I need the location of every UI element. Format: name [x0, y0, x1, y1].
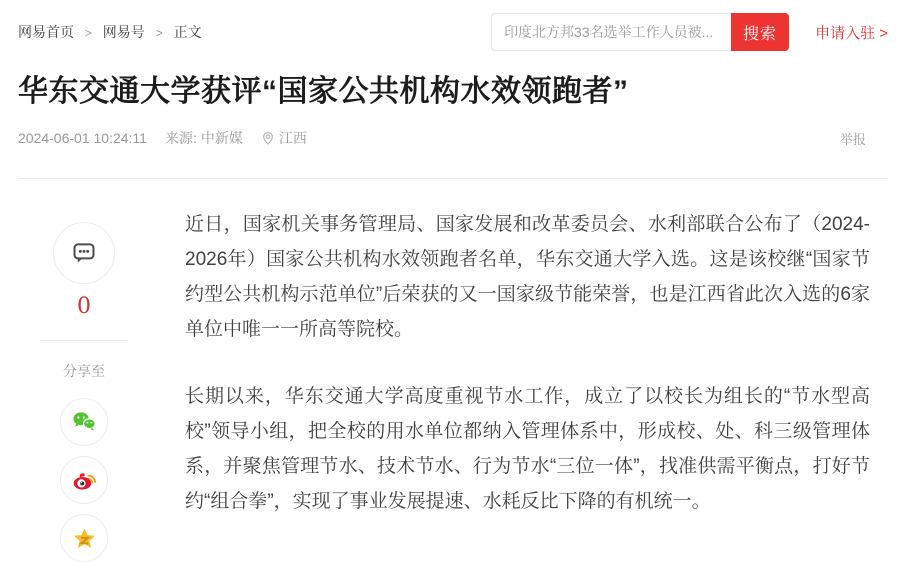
share-qzone-button[interactable] [60, 514, 108, 562]
sidebar-divider [40, 340, 128, 341]
share-rail [18, 207, 150, 562]
article-paragraph: 长期以来，华东交通大学高度重视节水工作，成立了以校长为组长的“节水型高校”领导小组，把全校的用水单位都纳入管理体系中，形成校、处、科三级管理体系，并聚焦管理节水、技术节水、行为节水“三位一体”，找准供需平衡点，打好节约“组合拳”，实现了事业发展提速、水耗反比下降的有机统一。 [185, 386, 870, 512]
article-body [185, 207, 870, 562]
breadcrumb-current: 正文 [173, 24, 202, 40]
search-area [491, 13, 888, 51]
source-label: 来源: [164, 130, 197, 146]
page-title: 华东交通大学获评“国家公共机构水效领跑者” [18, 75, 629, 108]
search-input[interactable] [491, 13, 731, 51]
comment-count[interactable]: 0 [77, 294, 91, 319]
location-text: 江西 [278, 130, 307, 146]
share-label: 分享至 [63, 363, 105, 379]
report-link[interactable]: 举报 [839, 131, 866, 147]
breadcrumb-separator: > [84, 26, 92, 40]
share-weibo-button[interactable] [60, 456, 108, 504]
top-bar [0, 0, 906, 64]
comment-icon [70, 239, 98, 267]
location [261, 128, 307, 148]
article-paragraph: 近日，国家机关事务管理局、国家发展和改革委员会、水利部联合公布了（2024-2026年）国家公共机构水效领跑者名单，华东交通大学入选。这是该校继“国家节约型公共机构示范单位”后荣获的又一国家级节能荣誉，也是江西省此次入选的6家单位中唯一一所高等院校。 [185, 214, 870, 340]
article-meta [18, 128, 888, 148]
location-pin-icon [261, 131, 275, 146]
breadcrumb-link-home[interactable]: 网易首页 [18, 24, 74, 40]
content-area [0, 179, 906, 562]
breadcrumb-link-wangyihao[interactable]: 网易号 [102, 24, 145, 40]
qzone-icon [71, 525, 98, 552]
source-link[interactable]: 中新媒 [200, 130, 243, 146]
apply-entry-link[interactable]: 申请入驻 > [815, 24, 888, 42]
publish-time: 2024-06-01 10:24:11 [18, 130, 147, 146]
source [165, 128, 243, 148]
wechat-icon [71, 409, 97, 435]
share-wechat-button[interactable] [60, 398, 108, 446]
search-button[interactable]: 搜索 [731, 13, 789, 51]
comment-button[interactable] [53, 222, 115, 284]
breadcrumb [18, 22, 202, 42]
breadcrumb-separator: > [155, 26, 163, 40]
weibo-icon [71, 467, 98, 494]
